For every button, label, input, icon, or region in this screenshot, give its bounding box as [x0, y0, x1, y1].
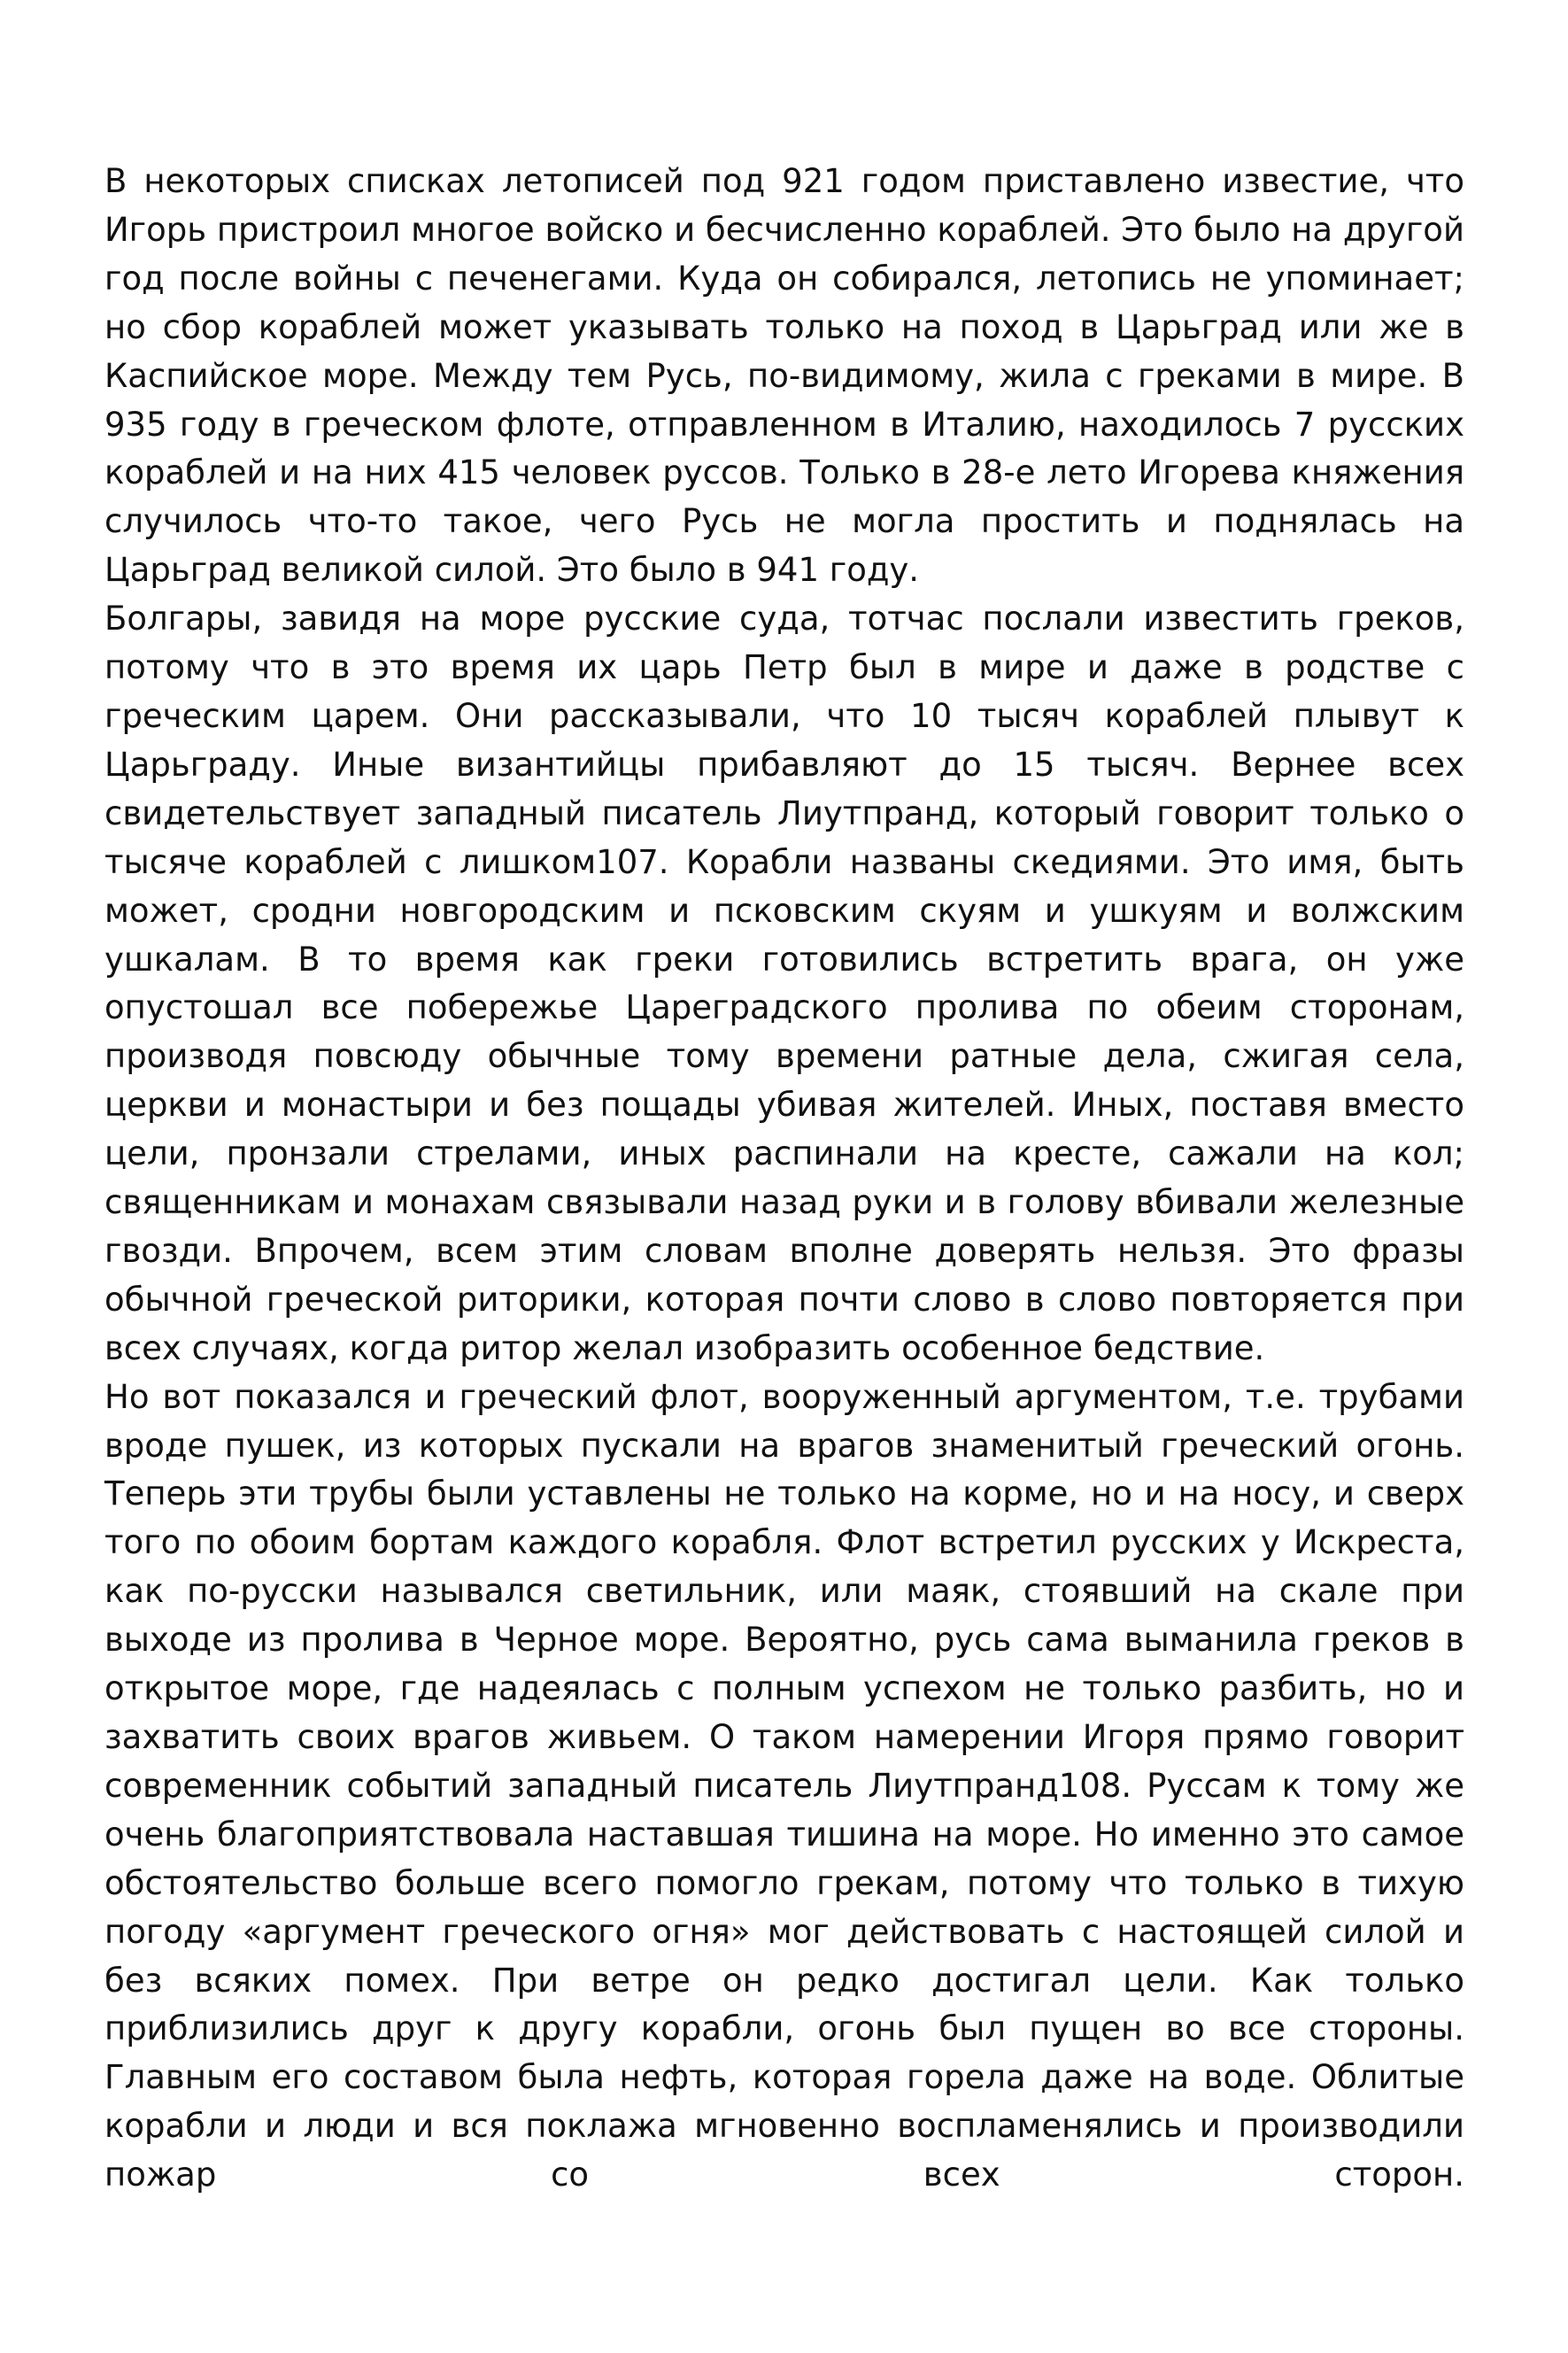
- paragraph-bulgarians-warning: Болгары, завидя на море русские суда, тотчас послали известить греков, потому что в это время их царь Петр был в мире и даже в родстве с греческим царем. Они рассказывали, что 10 тысяч кораблей плывут к Царьграду. Иные византийцы прибавляют до 15 тысяч. Вернее всех свидетельствует западный писатель Лиутпранд, который говорит только о тысяче кораблей с лишком107. Корабли названы скедиями. Это имя, быть может, сродни новгородским и псковским скуям и ушкуям и волжским ушкалам. В то время как греки готовились встретить врага, он уже опустошал все побережье Цареградского пролива по обеим сторонам, производя повсюду обычные тому времени ратные дела, сжигая села, церкви и монастыри и без пощады убивая жителей. Иных, поставя вместо цели, пронзали стрелами, иных распинали на кресте, сажали на кол; священникам и монахам связывали назад руки и в голову вбивали железные гвозди. Впрочем, всем этим словам вполне доверять нельзя. Это фразы обычной греческой риторики, которая почти слово в слово повторяется при всех случаях, когда ритор желал изобразить особенное бедствие.: [104, 600, 1464, 1367]
- paragraph-igor-fleet-preparation: В некоторых списках летописей под 921 годом приставлено известие, что Игорь пристроил многое войско и бесчисленно кораблей. Это было на другой год после войны с печенегами. Куда он собирался, летопись не упоминает; но сбор кораблей может указывать только на поход в Царьград или же в Каспийское море. Между тем Русь, по-видимому, жила с греками в мире. В 935 году в греческом флоте, отправленном в Италию, находилось 7 русских кораблей и на них 415 человек руссов. Только в 28-е лето Игорева княжения случилось что-то такое, чего Русь не могла простить и поднялась на Царьград великой силой. Это было в 941 году.: [104, 162, 1464, 590]
- paragraph-greek-fire-battle: Но вот показался и греческий флот, вооруженный аргументом, т.е. трубами вроде пушек, из которых пускали на врагов знаменитый греческий огонь. Теперь эти трубы были уставлены не только на корме, но и на носу, и сверх того по обоим бортам каждого корабля. Флот встретил русских у Искреста, как по-русски назывался светильник, или маяк, стоявший на скале при выходе из пролива в Черное море. Вероятно, русь сама выманила греков в открытое море, где надеялась с полным успехом не только разбить, но и захватить своих врагов живьем. О таком намерении Игоря прямо говорит современник событий западный писатель Лиутпранд108. Руссам к тому же очень благоприятствовала наставшая тишина на море. Но именно это самое обстоятельство больше всего помогло грекам, потому что только в тихую погоду «аргумент греческого огня» мог действовать с настоящей силой и без всяких помех. При ветре он редко достигал цели. Как только приблизились друг к другу корабли, огонь был пущен во все стороны. Главным его составом была нефть, которая горела даже на воде. Облитые корабли и люди и вся поклажа мгновенно воспламенялись и производили пожар со всех сторон.: [104, 1377, 1464, 2194]
- document-page: [104, 158, 1464, 2200]
